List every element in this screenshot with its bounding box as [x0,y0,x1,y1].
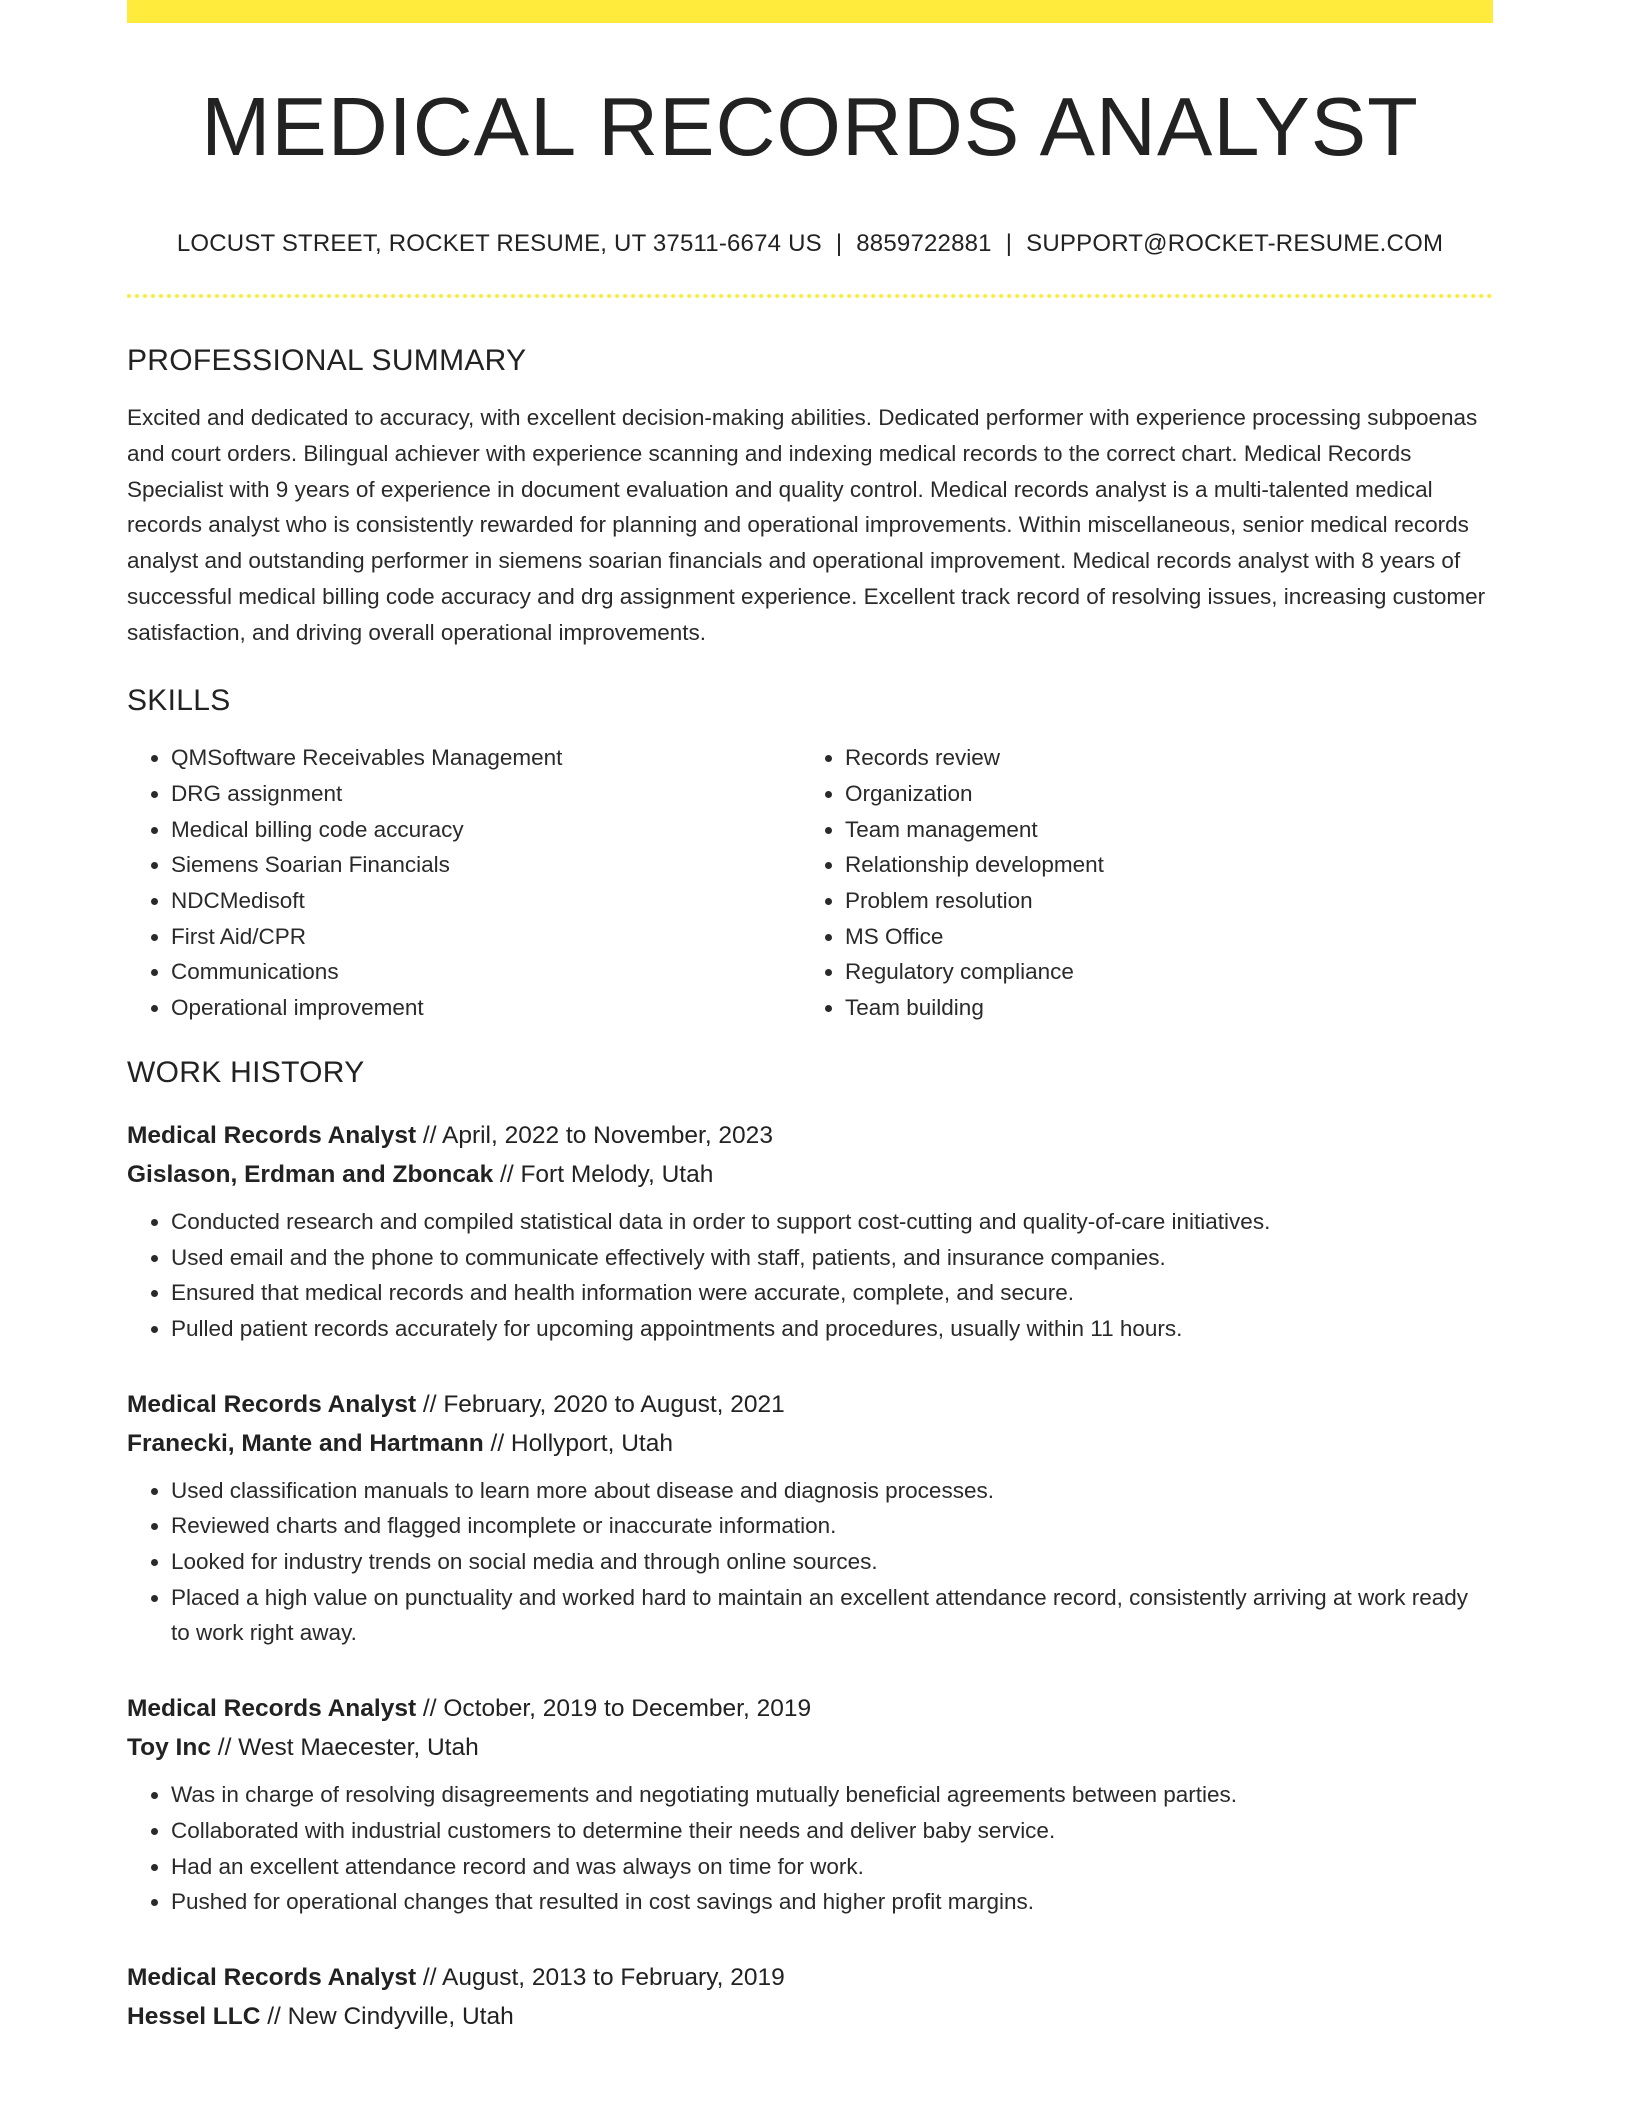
job-location: // New Cindyville, Utah [260,2002,514,2030]
job-location: // Fort Melody, Utah [493,1160,714,1188]
job-role: Medical Records Analyst [127,1695,417,1723]
skill-item: • Team management [845,812,1475,848]
job-bullet: • Used classification manuals to learn more about disease and diagnosis processes. [171,1473,1493,1509]
job-bullet: • Pushed for operational changes that resulted in cost savings and higher profit margins. [171,1884,1493,1920]
job-bullet: • Pulled patient records accurately for upcoming appointments and procedures, usually within 11 hours. [171,1311,1493,1347]
summary-heading: PROFESSIONAL SUMMARY [127,344,527,378]
job-role-line [127,1958,1493,1997]
contact-separator: | [1005,230,1013,258]
skill-item: • Relationship development [845,847,1475,883]
job-location: // Hollyport, Utah [483,1429,673,1457]
job-bullet: • Was in charge of resolving disagreements and negotiating mutually beneficial agreements between parties. [171,1777,1493,1813]
accent-bar [127,0,1493,23]
skill-item: • Team building [845,990,1475,1026]
skills-heading: SKILLS [127,684,231,718]
job-bullet: • Conducted research and compiled statistical data in order to support cost-cutting and quality-of-care initiatives. [171,1204,1493,1240]
job-role: Medical Records Analyst [127,1390,417,1418]
job-bullet: • Had an excellent attendance record and was always on time for work. [171,1849,1493,1885]
work-history-heading: WORK HISTORY [127,1055,365,1089]
contact-line [127,230,1493,258]
job-bullet: • Looked for industry trends on social media and through online sources. [171,1544,1493,1580]
job-dates: // February, 2020 to August, 2021 [416,1390,785,1418]
contact-email: SUPPORT@ROCKET-RESUME.COM [1026,230,1444,258]
skill-item: • QMSoftware Receivables Management [171,740,801,776]
job-bullet: • Reviewed charts and flagged incomplete or inaccurate information. [171,1508,1493,1544]
job-bullets [127,1204,1493,1347]
job-company: Hessel LLC [127,2002,261,2030]
resume-title: MEDICAL RECORDS ANALYST [201,80,1419,173]
job-role-line [127,1689,1493,1728]
job-company-line [127,1155,1493,1194]
job-bullets [127,1473,1493,1652]
job-company-line [127,1728,1493,1767]
skill-item: • Organization [845,776,1475,812]
job-role: Medical Records Analyst [127,1121,417,1149]
job-entry [127,1689,1493,1920]
skills-column-left [127,740,801,1026]
skill-item: • Regulatory compliance [845,954,1475,990]
job-company: Gislason, Erdman and Zboncak [127,1160,494,1188]
job-bullet: • Placed a high value on punctuality and worked hard to maintain an excellent attendance record, consistently arriving at work ready to work right away. [171,1580,1493,1651]
job-entry [127,1958,1493,2036]
skills-column-right [801,740,1475,1026]
resume-page [127,0,1493,2036]
skill-item: • Operational improvement [171,990,801,1026]
dotted-divider [127,294,1493,298]
job-company-line [127,1997,1493,2036]
skill-item: • Problem resolution [845,883,1475,919]
skill-item: • First Aid/CPR [171,919,801,955]
skill-item: • DRG assignment [171,776,801,812]
skill-item: • Medical billing code accuracy [171,812,801,848]
job-company: Franecki, Mante and Hartmann [127,1429,484,1457]
job-role: Medical Records Analyst [127,1963,417,1991]
job-role-line [127,1116,1493,1155]
contact-phone: 8859722881 [856,230,992,258]
skill-item: • Records review [845,740,1475,776]
job-location: // West Maecester, Utah [210,1734,479,1762]
contact-separator: | [835,230,843,258]
job-company-line [127,1424,1493,1463]
job-bullet: • Used email and the phone to communicate effectively with staff, patients, and insurance companies. [171,1240,1493,1276]
job-bullet: • Ensured that medical records and health information were accurate, complete, and secure. [171,1275,1493,1311]
skill-item: • Siemens Soarian Financials [171,847,801,883]
job-role-line [127,1385,1493,1424]
skills-list [127,740,1493,1026]
summary-text: Excited and dedicated to accuracy, with excellent decision-making abilities. Dedicated performer with experience processing subpoenas and court orders. Bilingual achiever with experience scanning and indexing medical records to the correct chart. Medical Records Specialist with 9 years of experience in document evaluation and quality control. Medical records analyst is a multi-talented medical records analyst who is consistently rewarded for planning and operational improvements. Within miscellaneous, senior medical records analyst and outstanding performer in siemens soarian financials and operational improvement. Medical records analyst with 8 years of successful medical billing code accuracy and drg assignment experience. Excellent track record of resolving issues, increasing customer satisfaction, and driving overall operational improvements. [127,405,1486,645]
job-bullet: • Collaborated with industrial customers to determine their needs and deliver baby service. [171,1813,1493,1849]
skill-item: • NDCMedisoft [171,883,801,919]
skill-item: • Communications [171,954,801,990]
contact-address: LOCUST STREET, ROCKET RESUME, UT 37511-6674 US [176,230,822,258]
job-dates: // August, 2013 to February, 2019 [416,1963,785,1991]
job-bullets [127,1777,1493,1920]
job-dates: // April, 2022 to November, 2023 [416,1121,773,1149]
job-entry [127,1116,1493,1347]
job-company: Toy Inc [127,1734,211,1762]
job-dates: // October, 2019 to December, 2019 [416,1695,812,1723]
job-entry [127,1385,1493,1652]
skill-item: • MS Office [845,919,1475,955]
